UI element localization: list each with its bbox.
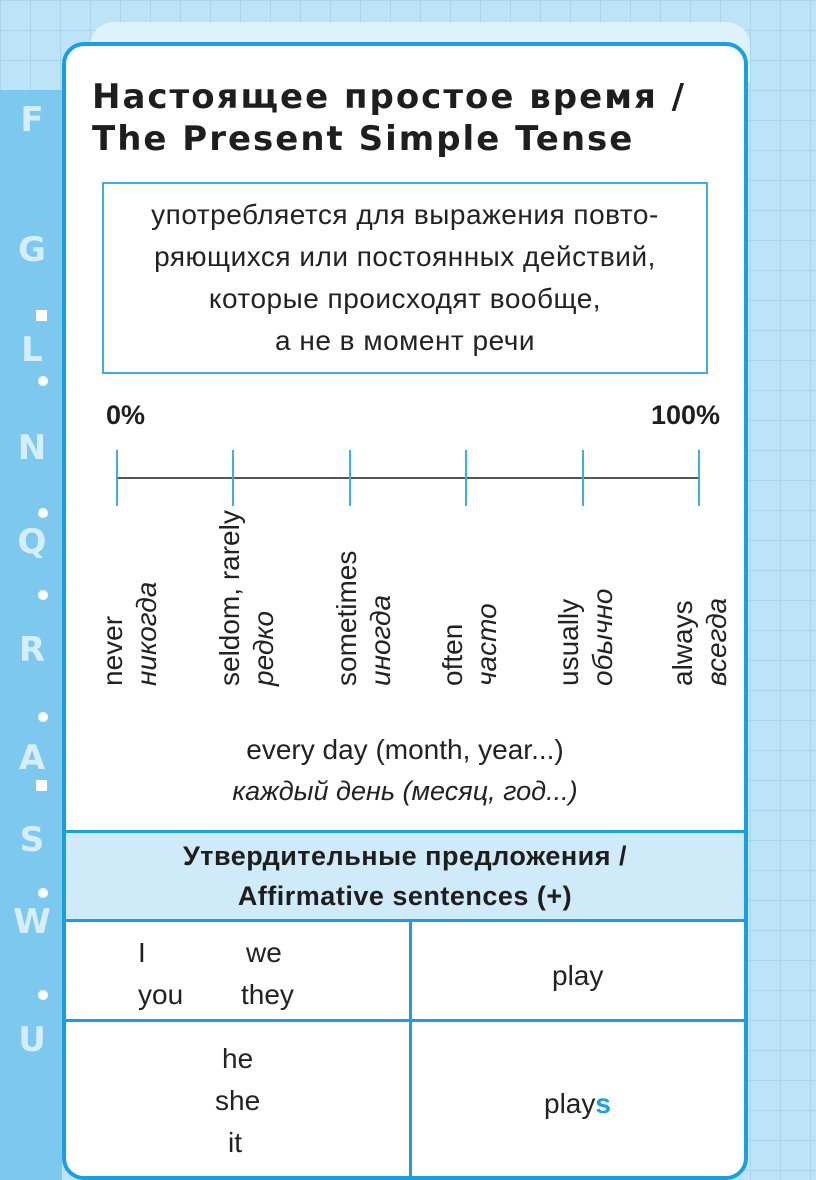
adverb-en: always <box>667 600 698 686</box>
strip-letter: R <box>18 630 46 670</box>
strip-dot <box>38 712 48 722</box>
title-line-en: The Present Simple Tense <box>92 119 635 159</box>
frequency-scale-line <box>66 436 744 516</box>
strip-letter: Q <box>17 522 47 562</box>
adverb-en: never <box>97 615 128 686</box>
table-divider-horizontal <box>66 1019 744 1022</box>
title-line-ru: Настоящее простое время / <box>92 77 687 117</box>
strip-letter: G <box>18 230 46 270</box>
affirmative-header <box>66 830 744 922</box>
adverb-ru: обычно <box>587 588 618 686</box>
strip-letter: L <box>21 330 43 370</box>
pronoun: she <box>215 1085 261 1116</box>
verb-stem: play <box>544 1088 596 1119</box>
grammar-card <box>62 42 748 1180</box>
verb-suffix: s <box>595 1088 611 1119</box>
adverb-ru: редко <box>248 610 279 686</box>
affirmative-header-ru: Утвердительные предложения / <box>182 841 628 871</box>
time-expression-ru: каждый день (месяц, год...) <box>232 776 578 806</box>
adverb-en: seldom, rarely <box>214 510 245 686</box>
affirmative-header-en: Affirmative sentences (+) <box>237 881 573 911</box>
adverb-ru: всегда <box>701 597 732 686</box>
strip-letter: F <box>20 100 44 140</box>
strip-square <box>36 780 47 791</box>
strip-letter: N <box>17 428 47 468</box>
definition-line: употребляется для выражения повто- <box>151 199 659 230</box>
strip-dot <box>38 888 48 898</box>
side-decorative-strip <box>0 90 62 1180</box>
strip-square <box>36 310 47 321</box>
scale-min-label: 0% <box>106 400 146 430</box>
strip-dot <box>38 376 48 386</box>
pronoun: they <box>241 979 294 1010</box>
adverb-ru: часто <box>471 603 502 686</box>
definition-line: ряющихся или постоянных действий, <box>154 241 656 272</box>
definition-line: которые происходят вообще, <box>208 283 602 314</box>
adverb-en: usually <box>553 598 584 686</box>
strip-dot <box>38 990 48 1000</box>
page-title <box>92 76 686 160</box>
definition-box <box>102 182 708 374</box>
adverb-en: often <box>437 623 468 686</box>
pronoun: he <box>222 1043 254 1074</box>
strip-letter: W <box>13 902 51 942</box>
strip-letter: S <box>19 820 45 860</box>
pronoun: you <box>138 979 184 1010</box>
definition-line: а не в момент речи <box>275 325 535 356</box>
table-divider-vertical <box>409 922 412 1176</box>
adverb-ru: иногда <box>365 594 396 686</box>
verb-form: play <box>552 960 604 991</box>
pronoun: it <box>228 1127 242 1158</box>
strip-letter: A <box>18 738 46 778</box>
pronoun: I <box>138 937 146 968</box>
adverb-en: sometimes <box>331 550 362 686</box>
strip-dot <box>38 508 48 518</box>
adverb-ru: никогда <box>131 581 162 686</box>
time-expression-en: every day (month, year...) <box>246 734 564 765</box>
verb-form-third-person <box>544 1088 611 1120</box>
pronoun: we <box>246 937 282 968</box>
strip-dot <box>38 590 48 600</box>
scale-max-label: 100% <box>650 400 720 430</box>
strip-letter: U <box>18 1020 46 1060</box>
